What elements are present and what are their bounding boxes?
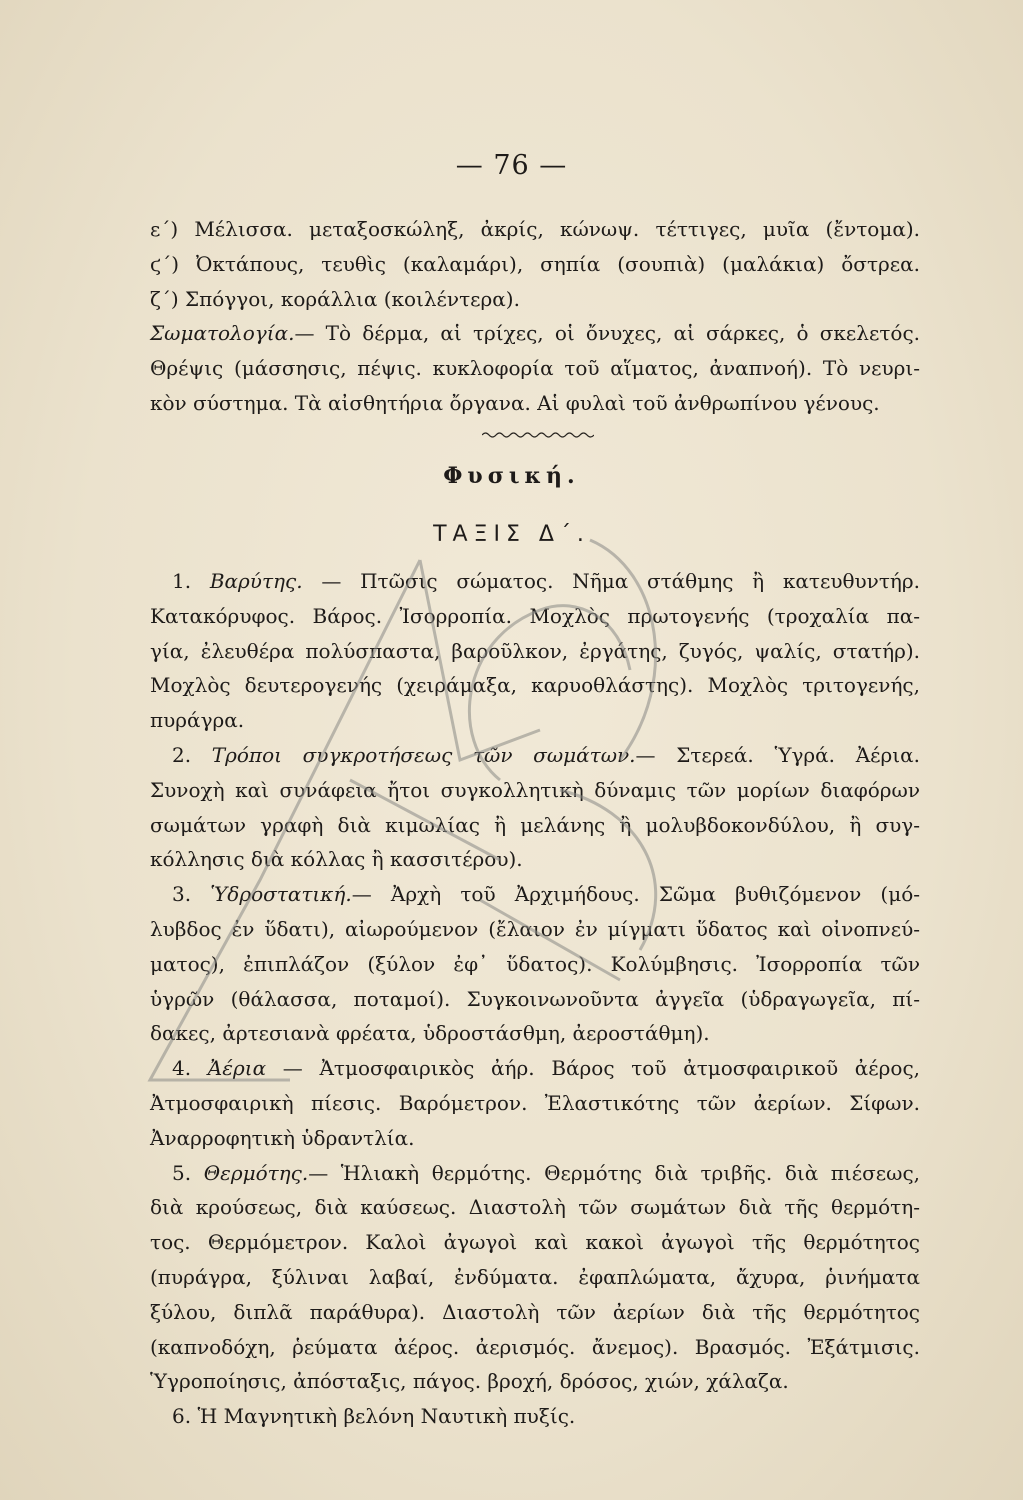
item-label: Ὑδροστατική. <box>210 882 352 907</box>
text-line: σωμάτων γραφὴ διὰ κιμωλίας ἢ μελάνης ἢ μολυβδοκονδύλου, ἢ συγ- <box>150 812 920 837</box>
text-line: Θρέψις (μάσσησις, πέψις. κυκλοφορία τοῦ αἵματος, ἀναπνοή). Τὸ νευρι- <box>150 356 920 381</box>
text-line: Κατακόρυφος. Βάρος. Ἰσορροπία. Μοχλὸς πρωτογενής (τροχαλία πα- <box>150 603 920 628</box>
item-label: Τρόποι συγκροτήσεως τῶν σωμάτων. <box>211 742 636 767</box>
text-line: Ὑγροποίησις, ἀπόσταξις, πάγος. βροχή, δρόσος, χιών, χάλαζα. <box>150 1369 789 1394</box>
item-label: Ἀέρια <box>207 1056 267 1081</box>
section-title: Φυσική. <box>443 463 580 489</box>
item-number: 3. <box>172 882 192 907</box>
text-line: ε΄) Μέλισσα. μεταξοσκώληξ, ἀκρίς, κώνωψ. τέττιγες, μυῖα (ἔντομα). <box>150 217 920 241</box>
list-item-5-line <box>150 1156 920 1191</box>
item-text: Ἡ Μαγνητικὴ βελόνη Ναυτικὴ πυξίς. <box>197 1404 576 1429</box>
text-line: ὑγρῶν (θάλασσα, ποταμοί). Συγκοινωνοῦντα ἀγγεῖα (ὑδραγωγεῖα, πί- <box>150 986 920 1011</box>
text-line: ξύλου, διπλᾶ παράθυρα). Διαστολὴ τῶν ἀερίων διὰ τῆς θερμότητος <box>150 1299 920 1324</box>
text-line: δακες, ἀρτεσιανὰ φρέατα, ὑδροστάσθμη, ἀεροστάθμη). <box>150 1021 710 1046</box>
text-line: Ἀτμοσφαιρικὴ πίεσις. Βαρόμετρον. Ἐλαστικότης τῶν ἀερίων. Σίφων. <box>150 1090 920 1115</box>
item-number: 1. <box>172 569 192 593</box>
item-label: Βαρύτης. <box>209 569 303 593</box>
item-text: — Στερεά. Ὑγρά. Ἀέρια. <box>635 742 920 767</box>
somatology-text: — Τὸ δέρμα, αἱ τρίχες, οἱ ὄνυχες, αἱ σάρκες, ὁ σκελετός. <box>294 321 920 346</box>
text-line: (καπνοδόχη, ῥεύματα ἀέρος. ἀερισμός. ἄνεμος). Βρασμός. Ἐξάτμισις. <box>150 1334 920 1359</box>
item-text: — Ἡλιακὴ θερμότης. Θερμότης διὰ τριβῆς. διὰ πιέσεως, <box>308 1160 921 1185</box>
item-text: — Πτῶσις σώματος. Νῆμα στάθμης ἢ κατευθυντήρ. <box>321 569 920 593</box>
item-number: 2. <box>172 742 192 767</box>
wavy-divider <box>482 430 594 440</box>
text-line: ϛ΄) Ὀκτάπους, τευθὶς (καλαμάρι), σηπία (σουπιὰ) (μαλάκια) ὄστρεα. <box>150 251 920 276</box>
text-line: κόλλησις διὰ κόλλας ἢ κασσιτέρου). <box>150 847 523 872</box>
text-line: λυβδος ἐν ὕδατι), αἰωρούμενον (ἔλαιον ἐν μίγματι ὕδατος καὶ οἰνοπνεύ- <box>150 916 920 941</box>
text-line: κὸν σύστημα. Τὰ αἰσθητήρια ὄργανα. Αἱ φυλαὶ τοῦ ἀνθρωπίνου γένους. <box>150 390 880 415</box>
text-line: Συνοχὴ καὶ συνάφεια ἤτοι συγκολλητικὴ δύναμις τῶν μορίων διαφόρων <box>150 777 920 802</box>
physics-items <box>150 564 920 1434</box>
text-line: (πυράγρα, ξύλιναι λαβαί, ἐνδύματα. ἐφαπλώματα, ἄχυρα, ῥινήματα <box>150 1264 920 1289</box>
text-line: ματος), ἐπιπλάζον (ξύλον ἐφ᾽ ὕδατος). Κολύμβησις. Ἰσορροπία τῶν <box>150 951 920 976</box>
item-number: 5. <box>172 1160 192 1185</box>
list-item-6-line <box>150 1399 920 1434</box>
item-label: Θερμότης. <box>203 1160 309 1185</box>
item-text: — Ἀρχὴ τοῦ Ἀρχιμήδους. Σῶμα βυθιζόμενον (μό- <box>351 882 921 907</box>
text-line <box>150 316 920 351</box>
zoology-section <box>150 212 920 421</box>
text-line: ζ΄) Σπόγγοι, κοράλλια (κοιλέντερα). <box>150 286 520 311</box>
list-item-4-line <box>150 1051 920 1086</box>
item-text: — Ἀτμοσφαιρικὸς ἀήρ. Βάρος τοῦ ἀτμοσφαιρικοῦ ἀέρος, <box>282 1056 921 1081</box>
list-item-1-line <box>150 564 920 599</box>
class-title: ΤΑΞΙΣ Δ΄. <box>433 522 590 547</box>
list-item-2-line <box>150 738 920 773</box>
list-item-3-line <box>150 877 920 912</box>
text-line: διὰ κρούσεως, διὰ καύσεως. Διαστολὴ τῶν σωμάτων διὰ τῆς θερμότη- <box>150 1195 920 1220</box>
text-line: Μοχλὸς δευτερογενής (χειράμαξα, καρυοθλάστης). Μοχλὸς τριτογενής, <box>150 673 920 698</box>
text-line: πυράγρα. <box>150 708 245 733</box>
page-number: — 76 — <box>455 150 568 181</box>
item-number: 6. <box>172 1404 192 1429</box>
text-line: γία, ἐλευθέρα πολύσπαστα, βαροῦλκον, ἐργάτης, ζυγός, ψαλίς, στατήρ). <box>150 638 920 663</box>
item-number: 4. <box>172 1056 192 1081</box>
text-line: Ἀναρροφητικὴ ὑδραντλία. <box>150 1125 415 1150</box>
somatology-label: Σωματολογία. <box>150 321 295 346</box>
text-line: τος. Θερμόμετρον. Καλοὶ ἀγωγοὶ καὶ κακοὶ ἀγωγοὶ τῆς θερμότητος <box>150 1230 920 1255</box>
